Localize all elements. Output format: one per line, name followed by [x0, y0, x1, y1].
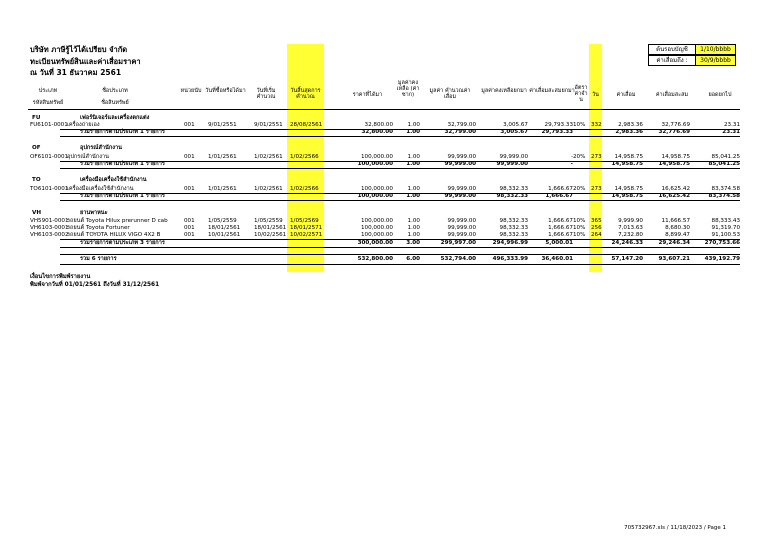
header-acc-total: ค่าเสื่อมสะสม [655, 92, 689, 98]
header-buy-date: วันที่ซื้อหรือได้มา [205, 88, 246, 94]
report-title: ทะเบียนทรัพย์สินและค่าเสื่อมราคา [30, 57, 141, 66]
table-row: OF6101-0001 อุปกรณ์สำนักงาน 001 1/01/2561 1/02/2561 1/02/2566 100,000.00 1.00 99,999.00 99,999.00 - 20% 273 14,958.75 14,958.75 85,041.25 [30, 154, 740, 160]
header-cost: ราคาที่ได้มา [352, 92, 383, 98]
group-header: FU เฟอร์นิเจอร์และเครื่องตกแต่ง [32, 115, 150, 121]
total-line [60, 254, 740, 255]
subtotal-line [60, 168, 740, 169]
header-type: ประเภท [38, 88, 58, 94]
header-use-date: วันที่เริ่มคำนวณ [256, 88, 276, 100]
group-header: TO เครื่องมือเครื่องใช้สำนักงาน [32, 177, 147, 183]
header-book-value: มูลค่าคงเหลือยกมา [481, 88, 527, 94]
subtotal-line [60, 136, 740, 137]
company-name: บริษัท ภาษีรู้ไว้ได้เปรียบ จำกัด [30, 45, 128, 54]
header-asset-code: รหัสสินทรัพย์ [32, 100, 64, 106]
subtotal-row: รวมรายการตามประเภท 3 รายการ 300,000.00 3.00 299,997.00 294,996.99 5,000.01 24,246.33 29,246.34 270,753.66 [80, 240, 740, 246]
table-row: TO6101-0001 เครื่องมือเครื่องใช้สำนักงาน 001 1/01/2561 1/02/2561 1/02/2566 100,000.00 1.00 99,999.00 98,332.33 1,666.67 20% 273 14,958.75 16,625.42 83,374.58 [30, 186, 740, 192]
header-unit: หน่วยนับ [180, 88, 202, 94]
subtotal-row: รวมรายการตามประเภท 1 รายการ 100,000.00 1.00 99,999.00 98,332.33 1,666.67 14,958.75 16,625.42 83,374.58 [80, 193, 740, 199]
header-dep-value: มูลค่า คำนวณค่าเสื่อม [429, 88, 471, 100]
table-row: VH6103-0002 รถยนต์ TOYOTA HILUX VIGO 4X2 B 001 10/01/2561 10/02/2561 10/02/2571 100,000.00 1.00 99,999.00 98,332.33 1,666.67 10% 264 7,232.80 8,899.47 91,100.53 [30, 232, 740, 238]
report-date: ณ วันที่ 31 ธันวาคม 2561 [30, 68, 122, 77]
header-depreciation: ค่าเสื่อม [616, 92, 636, 98]
subtotal-line [60, 247, 740, 248]
period-end-label: ค่าเสื่อมถึง : [648, 55, 696, 66]
group-header: VH ยานพาหนะ [32, 210, 108, 216]
page-info: 705732967.xls / 11/18/2023 / Page 1 [624, 525, 726, 531]
period-start-value: 1/10/bbbb [695, 44, 736, 55]
subtotal-row: รวมรายการตามประเภท 1 รายการ 32,800.00 1.00 32,799.00 3,005.67 29,793.33 2,983.36 32,776.69 23.31 [80, 129, 740, 135]
header-qty: มูลค่าคงเหลือ (ค่าซาก) [396, 80, 420, 98]
print-condition: เงื่อนไขการพิมพ์รายงาน [30, 274, 91, 280]
table-row: VH6103-0001 รถยนต์ Toyota Fortuner 001 18/01/2561 18/01/2561 18/01/2571 100,000.00 1.00 99,999.00 98,332.33 1,666.67 10% 256 7,013.63 8,680.30 91,319.70 [30, 225, 740, 231]
subtotal-row: รวมรายการตามประเภท 1 รายการ 100,000.00 1.00 99,999.00 99,999.00 - 14,958.75 14,958.75 85,041.25 [80, 161, 740, 167]
period-end-value: 30/9/bbbb [695, 55, 736, 66]
header-divider [28, 109, 740, 110]
period-start-label: ต้นรอบบัญชี [648, 44, 696, 55]
grand-total-row: รวม 6 รายการ 532,800.00 6.00 532,794.00 496,333.99 36,460.01 57,147.20 93,607.21 439,192.79 [80, 256, 740, 262]
print-range: พิมพ์จากวันที่ 01/01/2561 ถึงวันที่ 31/12/2561 [30, 282, 160, 288]
header-type-name: ชื่อประเภท [102, 88, 128, 94]
header-days: วัน [592, 92, 599, 98]
header-acc-dep: ค่าเสื่อมสะสมยกมา [529, 88, 575, 94]
header-asset-name: ชื่อสินทรัพย์ [101, 100, 129, 106]
total-line [60, 264, 740, 265]
header-net: ยอดยกไป [708, 92, 732, 98]
group-header: OF อุปกรณ์สำนักงาน [32, 145, 122, 151]
header-end-date: วันสิ้นสุดการคำนวณ [290, 88, 321, 100]
table-row: FU6101-0001 เครื่องถ่ายเอง 001 9/01/2551 9/01/2551 28/08/2561 32,800.00 1.00 32,799.00 3,005.67 29,793.33 10% 332 2,983.36 32,776.69 23.31 [30, 122, 740, 128]
table-row: VH5901-0001 รถยนต์ Toyota Hilux prerunner D cab 001 1/05/2559 1/05/2559 1/05/2569 100,000.00 1.00 99,999.00 98,332.33 1,666.67 10% 365 9,999.90 11,666.57 88,333.43 [30, 218, 740, 224]
subtotal-line [60, 200, 740, 201]
header-rate: อัตราค่าจำ น [574, 85, 588, 103]
